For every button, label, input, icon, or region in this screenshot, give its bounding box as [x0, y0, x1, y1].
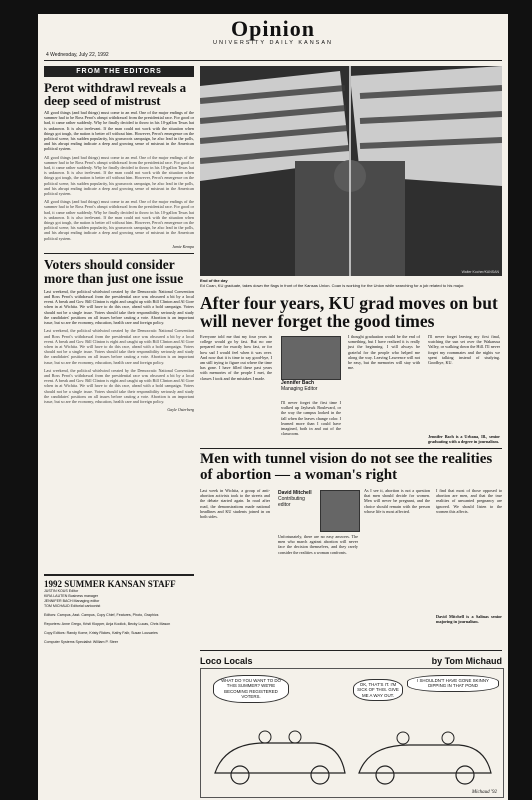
- story-2-author-name: David Mitchell: [278, 490, 312, 496]
- editorial-headline-perot: Perot withdrawl reveals a deep seed of mistrust: [44, 80, 187, 108]
- flag-photo: [200, 66, 502, 276]
- cartoon-divider: [200, 650, 502, 651]
- story-2-col-4: I find that most of those opposed to abortion are men, and that the true realities of unwanted pregnancy are ignored. We should listen to the women this affects.: [436, 488, 502, 514]
- story-divider: [200, 448, 502, 449]
- editorials-column: [44, 66, 194, 416]
- cartoon-credit: by Tom Michaud: [431, 656, 502, 666]
- staff-line: KIRA LAUTEN Business manager: [44, 594, 99, 598]
- photo-caption: [200, 278, 502, 288]
- editorial-divider: [44, 253, 194, 254]
- photo-credit: Walter Kocher/KANSAN: [461, 270, 499, 274]
- story-1-col-3: I thought graduation would be the end of something, but I have realized it is really just the beginning. I will always be grateful for the people who helped me along the way. Leaving Lawrence will not be easy, but the memories will stay with me.: [348, 334, 420, 371]
- flag-photo-graphic: [200, 66, 502, 276]
- story-1-col-4: I'll never forget leaving my first final, watching the sun set over the Wakarusa Valley, or walking down the Hill. I'll never forget my roommates and the nights we spent talking instead of studying. Goodbye, KU.: [428, 334, 500, 366]
- story-1-col-2: I'll never forget the first time I walked up Jayhawk Boulevard, or the way the campus looked in the fall when the leaves change color. I learned more than I could have imagined, both in and out of the classroom.: [281, 400, 341, 437]
- staff-line: Computer Systems Specialist: William P. Steer: [44, 640, 119, 644]
- editorial-body-perot-cont2: All good things (and bad things) must come to an end. One of the major endings of the summer had to be Ross Perot's abrupt withdrawal from the presidential race. For good or bad, it came rather suddenly. Why he finally decided to throw in his 10-gallon Texas hat is unknown. It is also irrelevant. If the man could not work with the situation when things got tough, the nation is better off without him. However, Perot's emergence on the political scene, his sudden popularity, his grassroots campaign, he also lead in the polls, and his abrupt ending indicate a deep and growing sense of mistrust in the American political system.: [44, 199, 194, 241]
- car-drawing: [205, 723, 351, 793]
- story-1-col-1: Everyone told me that my four years in college would go by fast. But no one prepared me for exactly how fast, or for how sad I would feel when it was over. And now that it is time to say good-bye, I am still trying to figure out where the time has gone. I have filled these past years with memories of the people I met, the classes I took and the mistakes I made.: [200, 334, 272, 381]
- page-date: 4 Wednesday, July 22, 1992: [46, 52, 109, 58]
- jennifer-bach-mug: [281, 336, 341, 380]
- story-2-mug-caption: David Mitchell is a Salinas senior majoring in journalism.: [436, 614, 502, 625]
- editorial-headline-voters: Voters should consider more than just one issue: [44, 256, 184, 286]
- story-2-col-2: Unfortunately, there are no easy answers. The men who march against abortion will never face the decision themselves, and they rarely consider the realities a woman confronts.: [278, 534, 358, 555]
- editorial-byline-perot: Jamie Kempa: [172, 243, 194, 249]
- from-editors-banner: FROM THE EDITORS: [44, 66, 194, 77]
- editorial-body-voters: Last weekend, the political whirlwind created by the Democratic National Convention and Ross Perot's withdrawal from the presidential race was obscured a bit by a local event. A break and Gov. Bill Clinton is eight and caught up with Bill Clinton and Al Gore when in at Wichita. We will have to do this race, ahead with a bold campaign. Voters should not be a single issue. Voters should take their responsibility seriously and study the candidates' positions on all issues before casting a vote. Abortion is an important issue, but so are the economy, education, health care and foreign policy.: [44, 288, 194, 326]
- staff-line: TOM MICHAUD Editorial cartoonist: [44, 604, 101, 608]
- staff-list: [44, 589, 194, 645]
- editorial-body-voters-cont2: Last weekend, the political whirlwind created by the Democratic National Convention and Ross Perot's withdrawal from the presidential race was obscured a bit by a local event. A break and Gov. Bill Clinton is eight and caught up with Bill Clinton and Al Gore when in at Wichita. We will have to do this race, ahead with a bold campaign. Voters should not be a single issue. Voters should take their responsibility seriously and study the candidates' positions on all issues before casting a vote. Abortion is an important issue, but so are the economy, education, health care and foreign policy.: [44, 367, 194, 404]
- cartoon-panel-1: [205, 673, 351, 793]
- story-2-col-3: As I see it, abortion is not a question that men should decide for women. Men will never be pregnant, and the choice should remain with the person whose life is most affected.: [364, 488, 430, 514]
- editorial-body-voters-cont: Last weekend, the political whirlwind created by the Democratic National Convention and Ross Perot's withdrawal from the presidential race was obscured a bit by a local event. A break and Gov. Bill Clinton is eight and caught up with Bill Clinton and Al Gore when in at Wichita. We will have to do this race, ahead with a bold campaign. Voters should not be a single issue. Voters should take their responsibility seriously and study the candidates' positions on all issues before casting a vote. Abortion is an important issue, but so are the economy, education, health care and foreign policy.: [44, 328, 194, 365]
- speech-bubble-1: WHAT DO YOU WANT TO DO THIS SUMMER? WE'RE BECOMING REGISTERED VOTERS.: [213, 675, 289, 703]
- story-1-author-name: Jennifer Bach: [281, 380, 315, 386]
- caption-text: Ed Coan, KU graduate, takes down the flags in front of the Kansas Union. Coan is working for the Union while searching for a job related to his major.: [200, 283, 465, 288]
- publication-name: UNIVERSITY DAILY KANSAN: [213, 40, 333, 46]
- story-2-author: [278, 490, 318, 508]
- editorial-byline-voters: Gayle Osterberg: [167, 407, 194, 413]
- story-1-mug-caption: Jennifer Bach is a Urbana, Ill., senior graduating with a degree in journalism.: [428, 434, 500, 445]
- staff-line: JENNIFER BACH Managing editor: [44, 599, 100, 603]
- speech-bubble-3: I SHOULDN'T HAVE GONE SKINNY DIPPING IN THAT POND: [407, 675, 499, 692]
- editorial-body-perot-cont: All good things (and bad things) must come to an end. One of the major endings of the summer had to be Ross Perot's abrupt withdrawal from the presidential race. For good or bad, it came rather suddenly. Why he finally decided to throw in his 10-gallon Texas hat is unknown. It is also irrelevant. If the man could not work with the situation when things got tough, the nation is better off without him. However, Perot's emergence on the political scene, his sudden popularity, his grassroots campaign, he also lead in the polls, and his abrupt ending indicate a deep and growing sense of mistrust in the American political system.: [44, 154, 194, 197]
- story-1-author: [281, 380, 341, 392]
- story-2-col-1: Last week in Wichita, a group of anti-abortion activists took to the streets and the debate started again. In road after road, the demonstrations made national headlines and KU students joined in on both sides.: [200, 488, 270, 520]
- story-1-headline: After four years, KU grad moves on but will never forget the good times: [200, 293, 498, 331]
- cartoon-panel-2: [353, 673, 499, 793]
- story-2-author-role: Contributing editor: [278, 496, 305, 508]
- section-title: Opinion: [230, 16, 316, 41]
- newspaper-page: [38, 14, 508, 800]
- staff-title: 1992 SUMMER KANSAN STAFF: [44, 579, 176, 589]
- staff-box: [44, 574, 194, 798]
- masthead-rule: [44, 60, 502, 61]
- staff-line: Editors: Campus, Asst. Campus, Copy Chief, Features, Photo, Graphics: [44, 613, 159, 617]
- car-drawing-2: [353, 723, 499, 793]
- story-2-headline: Men with tunnel vision do not see the realities of abortion — a woman's right: [200, 451, 493, 483]
- loco-locals-cartoon: [200, 668, 504, 798]
- cartoon-signature: Michaud '92: [471, 790, 497, 795]
- caption-title: End of the day: [200, 278, 228, 283]
- staff-line: JUSTIN KOUS Editor: [44, 589, 79, 593]
- editorial-body-perot: All good things (and bad things) must come to an end. One of the major endings of the summer had to be Ross Perot's abrupt withdrawal from the presidential race. For good or bad, it came rather suddenly. Why he finally decided to throw in his 10-gallon Texas hat is unknown. It is also irrelevant. If the man could not work with the situation when things got tough, the nation is better off without him. However, Perot's emergence on the political scene, his sudden popularity, his grassroots campaign, he also lead in the polls, and his abrupt ending indicate a deep and growing sense of mistrust in the American political system.: [44, 110, 194, 152]
- staff-line: Reporters: Anne Grego, Kristi Klopper, Anja Koolick, Becky Lucas, Chris Mason: [44, 622, 171, 626]
- story-1-author-role: Managing Editor: [281, 386, 318, 392]
- staff-line: Copy Editors: Randy Kome, Kristy Rickes, Kathy Fallr, Susan Lousaries: [44, 631, 158, 635]
- speech-bubble-2: OK, THAT'S IT. I'M SICK OF THIS. GIVE ME A WAY OUT.: [353, 679, 403, 701]
- cartoon-title: Loco Locals: [200, 656, 253, 666]
- masthead: [38, 14, 508, 58]
- david-mitchell-mug: [320, 490, 360, 532]
- cartoon-header: [200, 656, 502, 666]
